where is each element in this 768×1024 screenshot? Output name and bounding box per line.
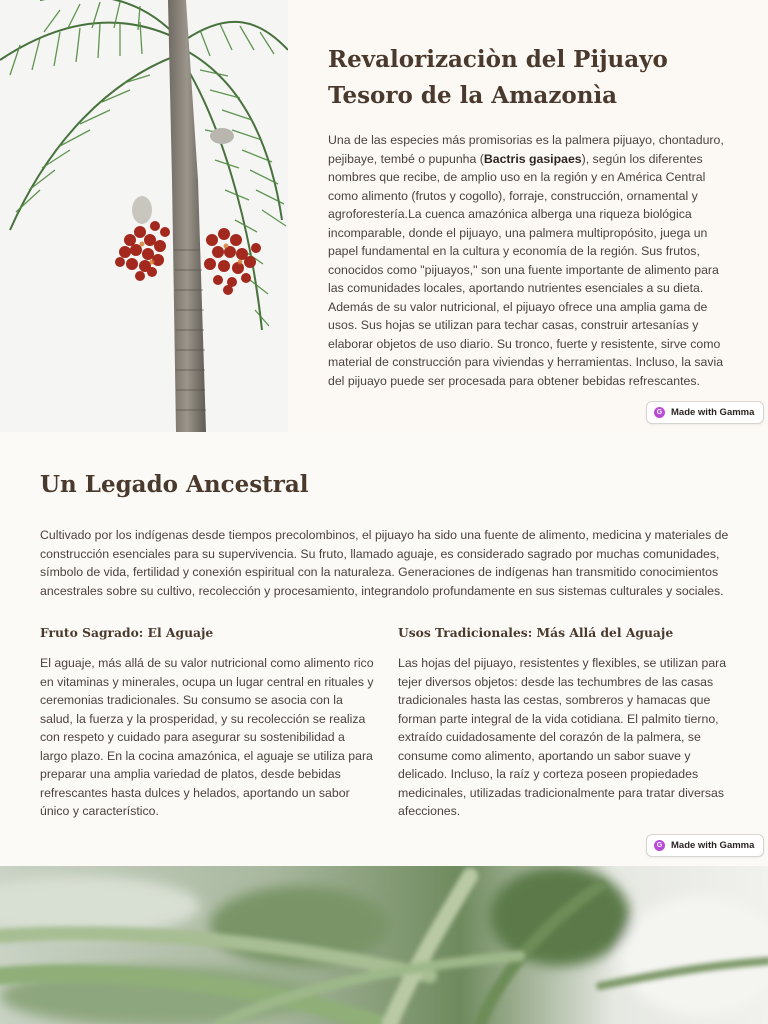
slide-legado-ancestral	[0, 432, 768, 866]
column-fruto-sagrado	[40, 624, 375, 821]
slide-title	[328, 42, 748, 114]
made-with-gamma-button[interactable]	[646, 401, 764, 424]
section-intro: Cultivado por los indígenas desde tiempos precolombinos, el pijuayo ha sido una fuente de alimento, medicina y materiales de construcción esenciales para su supervivencia. Su fruto, llamado aguaje, es considerado sagrado por muchas comunidades, símbolo de vida, fertilidad y conexión espiritual con la naturaleza. Generaciones de indígenas han transmitido conocimientos ancestrales sobre su cultivo, recolección y procesamiento, integrandolo profundamente en sus sistemas culturales y sociales.	[40, 528, 729, 598]
slide-revalorizacion	[0, 0, 768, 432]
column-text-left: El aguaje, más allá de su valor nutricional como alimento rico en vitaminas y minerales, ocupa un lugar central en rituales y ceremonias tradicionales. Su consumo se asocia con la salud, la fuerza y la prosperidad, y su recolección se realiza con respeto y cuidado para asegurar su sostenibilidad a largo plazo. En la cocina amazónica, el aguaje se utiliza para preparar una amplia variedad de platos, desde bebidas refrescantes hasta dulces y helados, aportando un sabor único y característico.	[40, 656, 374, 818]
intro-text-start: Una de las especies más promisorias es la palmera pijuayo, chontaduro, pejibaye, tembé o pupunha (	[328, 133, 724, 166]
section-title: Un Legado Ancestral	[40, 471, 309, 498]
scientific-name: Bactris gasipaes	[483, 151, 582, 166]
column-text-right: Las hojas del pijuayo, resistentes y flexibles, se utilizan para tejer diversos objetos: desde las techumbres de las casas tradicionales hasta las cestas, sombreros y hamacas que forman parte integral de la vida cotidiana. El palmito tierno, extraído cuidadosamente del corazón de la palmera, se consume como alimento, aportando un sabor suave y delicado. Incluso, la raíz y corteza poseen propiedades medicinales, utilizadas tradicionalmente para tratar diversas afecciones.	[398, 656, 727, 818]
column-heading-right: Usos Tradicionales: Más Allá del Aguaje	[398, 625, 674, 640]
gamma-logo-icon: G	[654, 840, 665, 851]
gamma-badge-label: Made with Gamma	[671, 840, 755, 851]
pijuayo-palm-image	[0, 0, 288, 432]
made-with-gamma-button[interactable]	[646, 834, 764, 857]
slide-title-line-2: Tesoro de la Amazonìa	[328, 82, 618, 109]
gamma-badge-label: Made with Gamma	[671, 407, 755, 418]
intro-paragraph	[328, 131, 728, 390]
intro-text-rest: ), según los diferentes nombres que recibe, de amplio uso en la región y en América Central como alimento (frutos y cogollo), forraje, construcción, ornamental y agroforestería.La cuenca amazónica alberga una riqueza biológica incomparable, donde el pijuayo, una palmera multipropósito, juega un papel fundamental en la cultura y economía de la región. Sus frutos, conocidos como "pijuayos," son una fuente importante de alimento para las comunidades locales, aportando nutrientes esenciales a su dieta. Además de su valor nutricional, el pijuayo ofrece una amplia gama de usos. Sus hojas se utilizan para techar casas, construir artesanías y elaborar objetos de uso diario. Su tronco, fuerte y resistente, sirve como material de construcción para viviendas y herramientas. Incluso, la savia del pijuayo puede ser procesada para obtener bebidas refrescantes.	[328, 151, 724, 388]
gamma-logo-icon: G	[654, 407, 665, 418]
column-usos-tradicionales	[398, 624, 733, 821]
column-heading-left: Fruto Sagrado: El Aguaje	[40, 625, 214, 640]
palm-leaves-photo	[0, 866, 768, 1024]
slide-title-line-1: Revalorizaciòn del Pijuayo	[328, 46, 668, 73]
